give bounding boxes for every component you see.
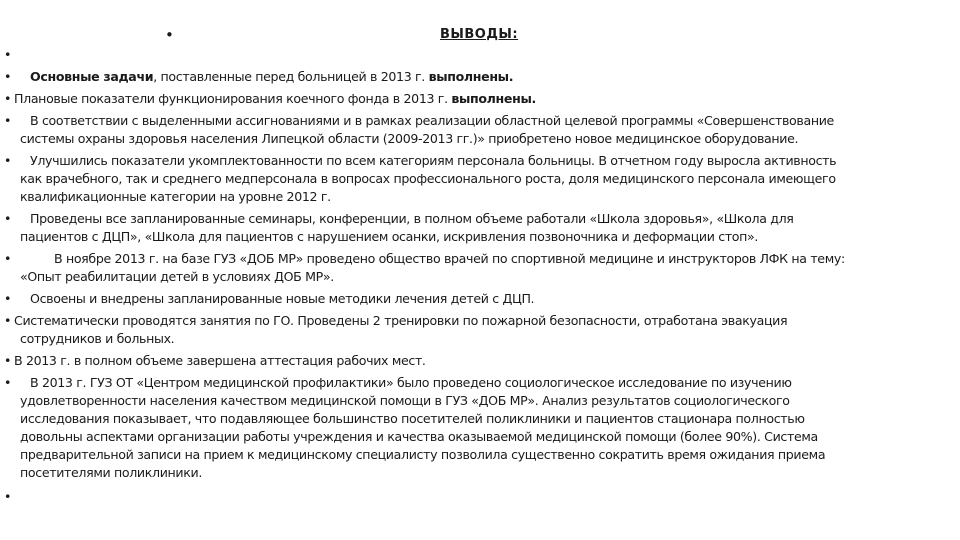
list-item-empty	[4, 488, 954, 506]
bullet: •	[4, 251, 12, 266]
bullet: •	[4, 489, 12, 504]
bullet: •	[4, 353, 12, 368]
bold-text: Основные задачи	[30, 69, 154, 84]
list-item: • В ноябре 2013 г. на базе ГУЗ «ДОБ МР» проведено общество врачей по спортивной медицине и инструкторов ЛФК на тему: «Опыт реабилитации детей в условиях ДОБ МР».	[4, 251, 845, 284]
bullet: •	[4, 313, 12, 328]
page-title: ВЫВОДЫ:	[440, 27, 519, 42]
bullet: •	[4, 47, 12, 62]
list-item: • Систематически проводятся занятия по ГО. Проведены 2 тренировки по пожарной безопасности, отработана эвакуация сотрудников и больных.	[4, 313, 788, 346]
bullet: •	[4, 113, 12, 128]
bullet: •	[4, 69, 12, 84]
list-item: • В 2013 г. в полном объеме завершена аттестация рабочих мест.	[4, 353, 426, 368]
list-item: • Основные задачи, поставленные перед больницей в 2013 г. выполнены.	[4, 69, 514, 84]
list-item: • Освоены и внедрены запланированные новые методики лечения детей с ДЦП.	[4, 291, 535, 306]
conclusions-list	[4, 46, 954, 506]
bullet: •	[4, 211, 12, 226]
list-item: • В 2013 г. ГУЗ ОТ «Центром медицинской профилактики» было проведено социологическое исследование по изучению удовлетворенности населения качеством медицинской помощи в ГУЗ «ДОБ МР». Анализ результатов социологического исследования показывает, что подавляющее большинство посетителей поликлиники и пациентов стационара полностью довольны аспектами организации работы учреждения и качества оказываемой медицинской помощи (более 90%). Система предварительной записи на прием к медицинскому специалисту позволила существенно сократить время ожидания приема посетителями поликлиники.	[4, 375, 826, 480]
list-item: • Улучшились показатели укомплектованности по всем категориям персонала больницы. В отчетном году выросла активность как врачебного, так и среднего медперсонала в вопросах профессионального роста, доля медицинского персонала имеющего квалификационные категории на уровне 2012 г.	[4, 153, 837, 204]
bold-text: выполнены.	[451, 91, 536, 106]
list-item: • В соответствии с выделенными ассигнованиями и в рамках реализации областной целевой программы «Совершенствование системы охраны здоровья населения Липецкой области (2009-2013 гг.)» приобретено новое медицинское оборудование.	[4, 113, 834, 146]
list-item: • Плановые показатели функционирования коечного фонда в 2013 г. выполнены.	[4, 91, 536, 106]
bullet: •	[4, 291, 12, 306]
bullet: •	[4, 153, 12, 168]
bullet: •	[4, 375, 12, 390]
bold-text: выполнены.	[428, 69, 514, 84]
list-item-empty	[4, 46, 954, 64]
title-bullet: •	[165, 26, 174, 44]
bullet: •	[4, 91, 12, 106]
list-item: • Проведены все запланированные семинары, конференции, в полном объеме работали «Школа здоровья», «Школа для пациентов с ДЦП», «Школа для пациентов с нарушением осанки, искривления позвоночника и деформации стоп».	[4, 211, 794, 244]
